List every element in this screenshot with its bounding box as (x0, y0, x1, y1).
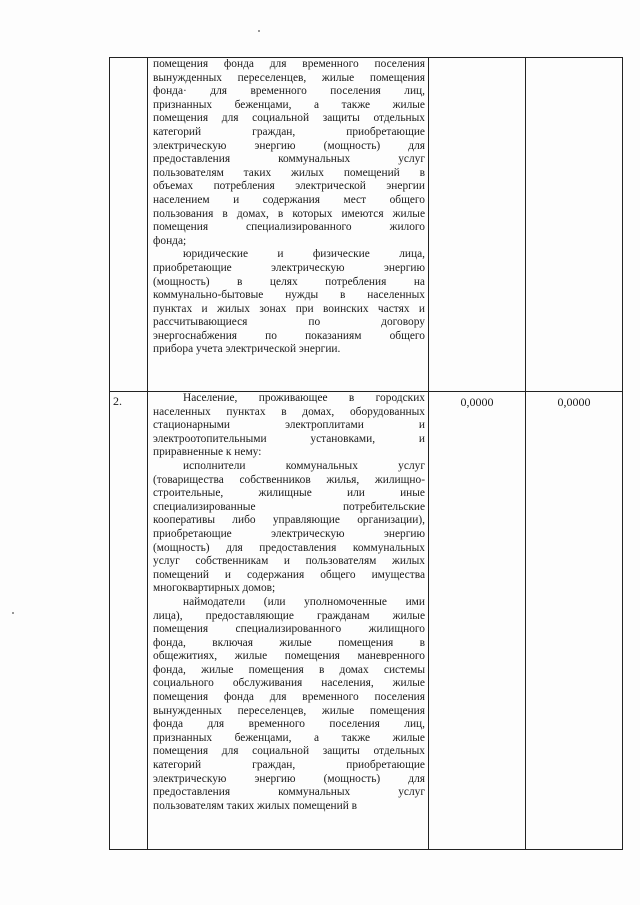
description-text (148, 58, 428, 357)
text-line: социального обслуживания населения, жилые (153, 677, 425, 690)
text-line: признанных беженцами, а также жилые (153, 731, 425, 744)
text-line: помещения специализированного жилого (153, 221, 425, 234)
text-line: многоквартирных домов; (153, 582, 276, 595)
text-line: стационарными электроплитами и (153, 419, 425, 432)
text-line: Население, проживающее в городских (183, 392, 425, 404)
text-line: пользования в домах, в которых имеются жилые (153, 207, 425, 220)
row-number-cell: 2. (110, 392, 148, 850)
text-line: рассчитывающиеся по договору (153, 316, 425, 329)
table-row (110, 392, 623, 850)
text-line: общежитиях, жилые помещения маневренного (153, 650, 425, 663)
text-line: вынужденных переселенцев, жилые помещения (153, 704, 425, 717)
text-line: строительные, жилищные или иные (153, 487, 425, 500)
text-line: помещений и содержания общего имущества (153, 568, 425, 581)
text-line: специализированные потребительские (153, 500, 425, 513)
text-line: помещения фонда для временного поселения (153, 691, 425, 704)
value-cell-2 (526, 58, 623, 392)
text-line: (мощность) в целях потребления на (153, 275, 425, 288)
text-line: категорий граждан, приобретающие (153, 759, 425, 772)
text-line: наймодатели (или уполномоченные ими (183, 595, 425, 608)
text-line: предоставления коммунальных услуг (153, 153, 425, 166)
scan-speck (12, 612, 14, 614)
description-text (148, 392, 428, 813)
value-cell-2: 0,0000 (526, 392, 623, 850)
text-line: лица), предоставляющие гражданам жилые (153, 609, 425, 622)
text-line: пользователям таких жилых помещений в (153, 166, 425, 179)
text-line: признанных беженцами, а также жилые (153, 98, 425, 111)
table-row (110, 58, 623, 392)
description-cell (148, 392, 429, 850)
tariff-table (109, 57, 623, 850)
text-line: вынужденных переселенцев, жилые помещения (153, 71, 425, 84)
text-line: электрическую энергию (мощность) для (153, 139, 425, 152)
text-line: пунктах и жилых зонах при воинских частях и (153, 302, 425, 315)
text-line: коммунально-бытовые нужды в населенных (153, 289, 425, 302)
text-line: приобретающие электрическую энергию (153, 261, 425, 274)
text-line: населением и содержания мест общего (153, 193, 425, 206)
text-line: исполнители коммунальных услуг (183, 459, 425, 472)
text-line: объемах потребления электрической энергии (153, 180, 425, 193)
text-line: фонда· для временного поселения лиц, (153, 85, 425, 98)
text-line: фонда, включая жилые помещения в (153, 636, 425, 649)
description-cell (148, 58, 429, 392)
row-number-cell (110, 58, 148, 392)
text-line: энергоснабжения по показаниям общего (153, 329, 425, 342)
text-line: предоставления коммунальных услуг (153, 786, 425, 799)
text-line: электрическую энергию (мощность) для (153, 772, 425, 785)
text-line: фонда; (153, 234, 187, 247)
text-line: помещения специализированного жилищного (153, 623, 425, 636)
text-line: услуг собственникам и пользователям жилых (153, 555, 425, 568)
text-line: помещения фонда для временного поселения (153, 58, 425, 70)
scan-speck (258, 30, 260, 32)
text-line: фонда, жилые помещения в домах системы (153, 663, 425, 676)
text-line: фонда для временного поселения лиц, (153, 718, 425, 731)
text-line: помещения для социальной защиты отдельных (153, 112, 425, 125)
text-line: прибора учета электрической энергии. (153, 343, 341, 356)
text-line: пользователям таких жилых помещений в (153, 799, 358, 812)
text-line: приобретающие электрическую энергию (153, 527, 425, 540)
value-cell-1 (429, 58, 526, 392)
text-line: помещения для социальной защиты отдельных (153, 745, 425, 758)
text-line: юридические и физические лица, (183, 248, 425, 261)
text-line: (мощность) для предоставления коммунальных (153, 541, 425, 554)
text-line: кооперативы либо управляющие организации), (153, 514, 425, 527)
text-line: (товарищества собственников жилья, жилищно- (153, 473, 425, 486)
text-line: приравненные к нему: (153, 446, 262, 459)
text-line: категорий граждан, приобретающие (153, 125, 425, 138)
value-cell-1: 0,0000 (429, 392, 526, 850)
text-line: электроотопительными установками, и (153, 432, 425, 445)
text-line: населенных пунктах в домах, оборудованных (153, 405, 425, 418)
